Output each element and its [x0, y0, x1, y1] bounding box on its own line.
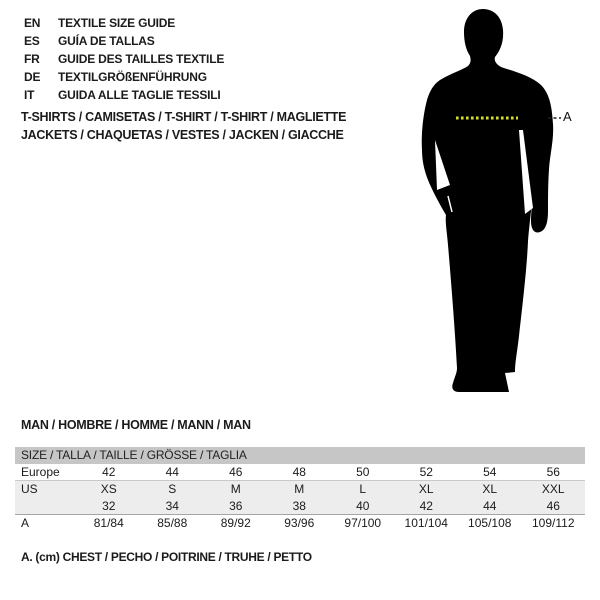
table-row-europe	[15, 464, 585, 481]
category-line-jackets: JACKETS / CHAQUETAS / VESTES / JACKEN / GIACCHE	[21, 128, 344, 142]
language-label: TEXTILE SIZE GUIDE	[58, 16, 176, 30]
table-cell: 85/88	[157, 516, 188, 530]
table-cell: XL	[418, 482, 434, 496]
language-code: ES	[24, 34, 40, 48]
table-cell: 44	[165, 465, 179, 479]
table-cell: S	[168, 482, 177, 496]
row-label: A	[21, 516, 30, 530]
table-cell: 52	[419, 465, 433, 479]
man-silhouette	[422, 9, 553, 392]
table-cell: 46	[229, 465, 243, 479]
table-cell: 81/84	[93, 516, 124, 530]
language-code: FR	[24, 52, 40, 66]
man-silhouette-svg	[415, 8, 585, 394]
table-cell: 56	[546, 465, 560, 479]
language-label: GUIDA ALLE TAGLIE TESSILI	[58, 88, 221, 102]
row-label	[15, 498, 77, 514]
measure-label-a: A	[563, 109, 572, 124]
measurement-footnote: A. (cm) CHEST / PECHO / POITRINE / TRUHE / PETTO	[21, 550, 312, 564]
table-cell: 44	[483, 499, 497, 513]
language-label: GUÍA DE TALLAS	[58, 34, 155, 48]
table-cell: XXL	[541, 482, 565, 496]
language-label: TEXTILGRÖßENFÜHRUNG	[58, 70, 207, 84]
table-cell: M	[230, 482, 241, 496]
table-cell: 101/104	[404, 516, 448, 530]
size-table-header: SIZE / TALLA / TAILLE / GRÖSSE / TAGLIA	[15, 447, 585, 464]
table-cell: 32	[102, 499, 116, 513]
table-cell: 36	[229, 499, 243, 513]
garment-categories	[21, 108, 346, 144]
table-cell: 46	[546, 499, 560, 513]
table-cell: XS	[100, 482, 117, 496]
language-list	[24, 14, 224, 104]
table-cell: M	[294, 482, 305, 496]
row-label: Europe	[21, 465, 60, 479]
language-row-fr	[24, 50, 224, 68]
table-cell: 93/96	[284, 516, 315, 530]
language-row-en	[24, 14, 224, 32]
table-cell: 34	[165, 499, 179, 513]
table-row-us	[15, 481, 585, 498]
language-row-it	[24, 86, 224, 104]
category-line-tshirts: T-SHIRTS / CAMISETAS / T-SHIRT / T-SHIRT / MAGLIETTE	[21, 110, 347, 124]
table-row-chest-cm	[15, 515, 585, 532]
table-cell: 40	[356, 499, 370, 513]
table-cell: 105/108	[468, 516, 512, 530]
language-row-es	[24, 32, 224, 50]
man-silhouette-figure	[415, 8, 585, 394]
table-cell: L	[359, 482, 367, 496]
table-cell: 89/92	[220, 516, 251, 530]
table-cell: 42	[102, 465, 116, 479]
language-code: EN	[24, 16, 41, 30]
table-cell: 38	[292, 499, 306, 513]
section-title-man: MAN / HOMBRE / HOMME / MANN / MAN	[21, 418, 251, 432]
table-cell: 50	[356, 465, 370, 479]
table-cell: 48	[292, 465, 306, 479]
table-cell: XL	[482, 482, 498, 496]
size-table	[15, 447, 585, 532]
table-cell: 54	[483, 465, 497, 479]
language-code: DE	[24, 70, 41, 84]
table-cell: 97/100	[344, 516, 382, 530]
language-row-de	[24, 68, 224, 86]
table-row-us-numeric	[15, 498, 585, 515]
language-label: GUIDE DES TAILLES TEXTILE	[58, 52, 225, 66]
table-cell: 42	[419, 499, 433, 513]
row-label: US	[21, 482, 38, 496]
language-code: IT	[24, 88, 35, 102]
table-cell: 109/112	[532, 516, 575, 530]
